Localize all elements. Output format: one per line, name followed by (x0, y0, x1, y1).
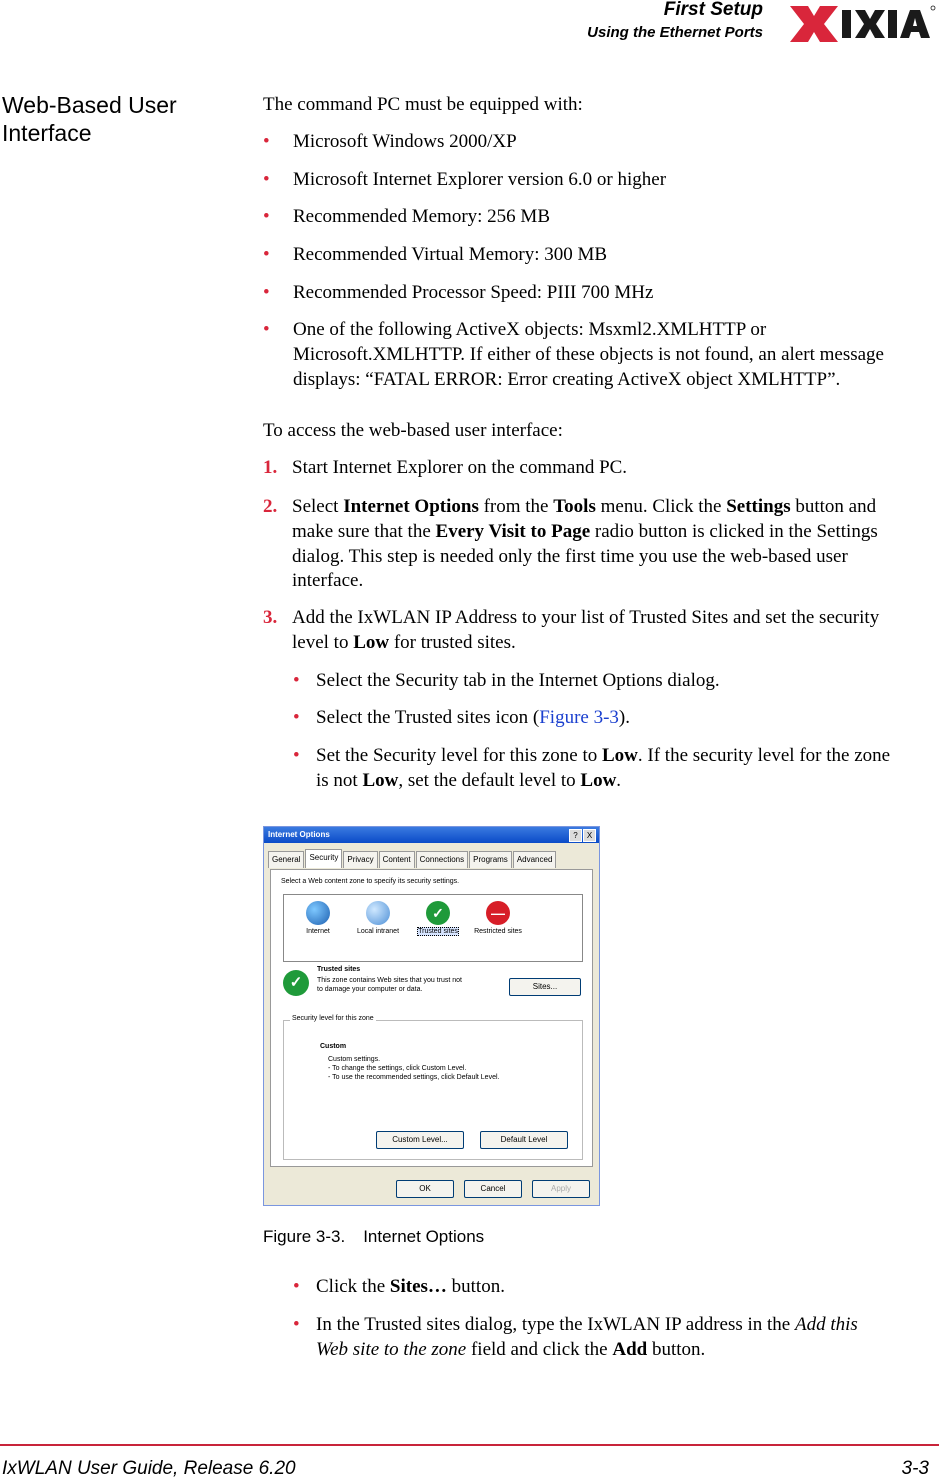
step-text-cont: interface. (292, 570, 364, 591)
ixia-logo (786, 2, 936, 51)
zone-heading: Trusted sites (317, 966, 361, 973)
sub-bullet: Select the Security tab in the Internet Options dialog. (316, 670, 720, 691)
step-number: 1. (263, 457, 278, 478)
step-text: Start Internet Explorer on the command PC. (292, 457, 628, 478)
bullet-icon: • (263, 206, 270, 227)
footer-doc-title: IxWLAN User Guide, Release 6.20 (2, 1458, 296, 1479)
default-level-button[interactable]: Default Level (480, 1131, 568, 1149)
cancel-button[interactable]: Cancel (464, 1180, 522, 1198)
tab-connections[interactable]: Connections (416, 851, 468, 868)
tab-security[interactable]: Security (305, 849, 342, 868)
step-text: Add the IxWLAN IP Address to your list of Trusted Sites and set the security (292, 607, 880, 628)
requirement-item: Recommended Virtual Memory: 300 MB (293, 244, 608, 265)
running-header-subtitle: Using the Ethernet Ports (587, 24, 763, 41)
step-number: 2. (263, 496, 278, 517)
requirement-item: Recommended Memory: 256 MB (293, 206, 550, 227)
custom-level-button[interactable]: Custom Level... (376, 1131, 464, 1149)
requirement-item: One of the following ActiveX objects: Msxml2.XMLHTTP or (293, 319, 767, 340)
step-text-cont: dialog. This step is needed only the first time you use the web-based user (292, 546, 848, 567)
requirement-item: Microsoft Internet Explorer version 6.0 or higher (293, 169, 667, 190)
footer-divider (0, 1444, 939, 1446)
tab-privacy[interactable]: Privacy (343, 851, 377, 868)
zone-prompt: Select a Web content zone to specify its security settings. (281, 878, 460, 885)
sites-button[interactable]: Sites... (509, 978, 581, 996)
section-heading: Web-Based User Interface (2, 92, 177, 146)
level-description: Custom settings. - To change the settings, click Custom Level. - To use the recommended settings, click Default Level. (328, 1056, 500, 1081)
zone-trusted-sites[interactable]: ✓ Trusted sites (410, 901, 466, 935)
internet-options-dialog (263, 826, 600, 1206)
close-button[interactable]: X (583, 829, 596, 842)
sub-bullet: Set the Security level for this zone to Low. If the security level for the zone (316, 745, 891, 766)
ok-button[interactable]: OK (396, 1180, 454, 1198)
requirement-item-cont: displays: “FATAL ERROR: Error creating ActiveX object XMLHTTP”. (293, 369, 841, 390)
bullet-icon: • (293, 670, 300, 691)
no-entry-icon: — (486, 901, 510, 925)
bullet-icon: • (293, 1314, 300, 1335)
tab-programs[interactable]: Programs (469, 851, 512, 868)
step-text-cont: level to Low for trusted sites. (292, 632, 516, 653)
figure-link[interactable]: Figure 3-3 (539, 707, 619, 728)
zone-restricted-sites[interactable]: — Restricted sites (470, 901, 526, 935)
security-panel (270, 869, 593, 1167)
dialog-title: Internet Options (264, 827, 599, 843)
trusted-check-icon: ✓ (283, 970, 309, 996)
requirement-item: Recommended Processor Speed: PIII 700 MHz (293, 282, 654, 303)
check-icon: ✓ (426, 901, 450, 925)
page-number: 3-3 (901, 1458, 929, 1479)
bullet-icon: • (293, 1276, 300, 1297)
bullet-icon: • (293, 707, 300, 728)
group-label: Security level for this zone (292, 1015, 374, 1022)
zone-internet[interactable]: Internet (290, 901, 346, 935)
bullet-icon: • (293, 745, 300, 766)
running-header-title: First Setup (663, 0, 763, 20)
dialog-tabs (268, 851, 557, 869)
requirement-item-cont: Microsoft.XMLHTTP. If either of these objects is not found, an alert message (293, 344, 884, 365)
sub-bullet-cont: Web site to the zone field and click the Add button. (316, 1339, 706, 1360)
zone-description: This zone contains Web sites that you trust not to damage your computer or data. (317, 977, 463, 993)
globe-icon (306, 901, 330, 925)
requirement-item: Microsoft Windows 2000/XP (293, 131, 517, 152)
tab-advanced[interactable]: Advanced (513, 851, 557, 868)
sub-bullet: Select the Trusted sites icon (Figure 3-3). (316, 707, 630, 728)
tab-content[interactable]: Content (379, 851, 415, 868)
bullet-icon: • (263, 131, 270, 152)
step-text-cont: make sure that the Every Visit to Page radio button is clicked in the Settings (292, 521, 878, 542)
tab-general[interactable]: General (268, 851, 304, 868)
bullet-icon: • (263, 244, 270, 265)
bullet-icon: • (263, 319, 270, 340)
step-number: 3. (263, 607, 278, 628)
network-icon (366, 901, 390, 925)
security-level-group (283, 1015, 583, 1160)
sub-bullet-cont: is not Low, set the default level to Low. (316, 770, 622, 791)
help-button[interactable]: ? (569, 829, 582, 842)
apply-button[interactable]: Apply (532, 1180, 590, 1198)
step-text: Select Internet Options from the Tools menu. Click the Settings button and (292, 496, 877, 517)
zone-local-intranet[interactable]: Local intranet (350, 901, 406, 935)
sub-bullet: In the Trusted sites dialog, type the IxWLAN IP address in the Add this (316, 1314, 858, 1335)
intro-text: The command PC must be equipped with: (263, 94, 583, 115)
bullet-icon: • (263, 169, 270, 190)
figure-caption: Figure 3-3. Internet Options (263, 1227, 485, 1246)
bullet-icon: • (263, 282, 270, 303)
zone-list (283, 894, 583, 962)
access-intro: To access the web-based user interface: (263, 420, 563, 441)
level-name: Custom (320, 1043, 347, 1050)
sub-bullet: Click the Sites… button. (316, 1276, 505, 1297)
